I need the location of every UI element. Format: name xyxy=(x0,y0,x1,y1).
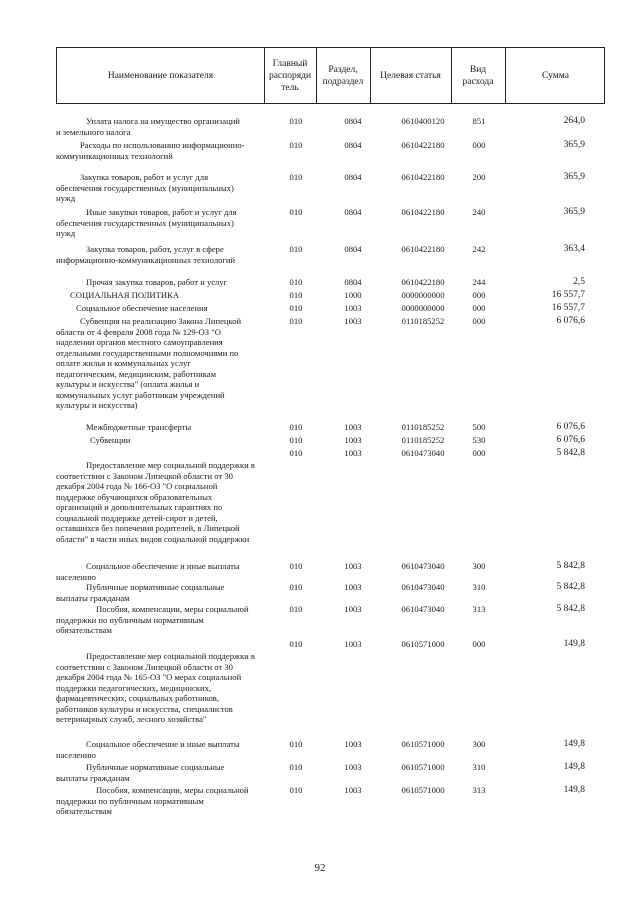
row-admin: 010 xyxy=(289,448,303,458)
row-target: 0610400120 xyxy=(401,116,445,126)
row-sum: 5 842,8 xyxy=(556,561,585,571)
row-sum: 16 557,7 xyxy=(551,290,585,300)
row-admin: 010 xyxy=(289,604,303,614)
row-sum: 5 842,8 xyxy=(556,582,585,592)
row-target: 0000000000 xyxy=(401,290,445,300)
row-type: 242 xyxy=(472,244,486,254)
row-name: Социальное обеспечение и иные выплаты населению xyxy=(56,739,240,760)
row-section: 0804 xyxy=(344,277,362,287)
row-type: 000 xyxy=(472,140,486,150)
row-section: 1003 xyxy=(344,448,362,458)
row-sum: 149,8 xyxy=(563,785,585,795)
row-section: 0804 xyxy=(344,172,362,182)
row-admin: 010 xyxy=(289,639,303,649)
row-name: Уплата налога на имущество организаций и земельного налога xyxy=(56,116,240,137)
row-type: 310 xyxy=(472,762,486,772)
row-target: 0110185252 xyxy=(401,316,445,326)
row-type: 000 xyxy=(472,290,486,300)
row-type: 500 xyxy=(472,422,486,432)
row-section: 1003 xyxy=(344,435,362,445)
row-section: 1003 xyxy=(344,739,362,749)
row-type: 244 xyxy=(472,277,486,287)
header-type: Вид расхода xyxy=(462,64,494,87)
row-section: 1003 xyxy=(344,639,362,649)
row-admin: 010 xyxy=(289,172,303,182)
row-sum: 6 076,6 xyxy=(556,316,585,326)
row-target: 0610422180 xyxy=(401,140,445,150)
row-type: 000 xyxy=(472,448,486,458)
row-sum: 149,8 xyxy=(563,739,585,749)
row-section: 1003 xyxy=(344,316,362,326)
table-header xyxy=(56,47,605,104)
row-name: Социальное обеспечение и иные выплаты населению xyxy=(56,561,240,582)
row-sum: 2,5 xyxy=(573,277,585,287)
row-type: 240 xyxy=(472,207,486,217)
row-section: 0804 xyxy=(344,244,362,254)
row-name: Прочая закупка товаров, работ и услуг xyxy=(86,277,228,287)
row-type: 300 xyxy=(472,561,486,571)
row-name: Публичные нормативные социальные выплаты гражданам xyxy=(56,762,225,783)
row-sum: 149,8 xyxy=(563,762,585,772)
row-sum: 6 076,6 xyxy=(556,422,585,432)
row-admin: 010 xyxy=(289,435,303,445)
row-section: 0804 xyxy=(344,207,362,217)
row-target: 0610571000 xyxy=(401,762,445,772)
row-name xyxy=(56,460,266,544)
row-admin: 010 xyxy=(289,277,303,287)
row-admin: 010 xyxy=(289,582,303,592)
row-sum: 5 842,8 xyxy=(556,604,585,614)
row-name: Субвенция на реализацию Закона Липецкой области от 4 февраля 2008 года № 129-ОЗ "О наделении органов местного самоуправления отдельными государственными полномочиями по оплате жилья и коммунальных услуг педагогическим, медицинским, работникам культуры и искусства" (оплата жилья и коммунальных услуг работникам учреждений культуры и искусства) xyxy=(56,316,242,410)
row-type: 000 xyxy=(472,316,486,326)
row-target: 0610473040 xyxy=(401,582,445,592)
row-type: 000 xyxy=(472,303,486,313)
row-admin: 010 xyxy=(289,303,303,313)
row-admin: 010 xyxy=(289,762,303,772)
row-target: 0610571000 xyxy=(401,739,445,749)
row-sum: 5 842,8 xyxy=(556,448,585,458)
row-section: 1000 xyxy=(344,290,362,300)
row-sum: 363,4 xyxy=(563,244,585,254)
row-name: Закупка товаров, работ, услуг в сфере информационно-коммуникационных технологий xyxy=(56,244,236,265)
row-target: 0610473040 xyxy=(401,604,445,614)
row-target: 0000000000 xyxy=(401,303,445,313)
row-target: 0610422180 xyxy=(401,244,445,254)
row-sum: 264,0 xyxy=(563,116,585,126)
row-name: Субвенции xyxy=(90,435,131,445)
header-name: Наименование показателя xyxy=(107,70,214,81)
row-admin: 010 xyxy=(289,785,303,795)
row-name: Межбюджетные трансферты xyxy=(86,422,192,432)
row-target: 0610422180 xyxy=(401,207,445,217)
row-sum: 16 557,7 xyxy=(551,303,585,313)
row-target: 0610473040 xyxy=(401,448,445,458)
row-target: 0110185252 xyxy=(401,422,445,432)
row-type: 200 xyxy=(472,172,486,182)
row-sum: 365,9 xyxy=(563,207,585,217)
row-name: Пособия, компенсации, меры социальной поддержки по публичным нормативным обязательствам xyxy=(56,785,249,816)
row-name: Публичные нормативные социальные выплаты гражданам xyxy=(56,582,225,603)
row-sum: 6 076,6 xyxy=(556,435,585,445)
row-admin: 010 xyxy=(289,140,303,150)
row-admin: 010 xyxy=(289,422,303,432)
row-target: 0610571000 xyxy=(401,785,445,795)
row-section: 1003 xyxy=(344,422,362,432)
row-section: 1003 xyxy=(344,604,362,614)
row-name: Социальное обеспечение населения xyxy=(76,303,208,313)
row-name: Закупка товаров, работ и услуг для обеспечения государственных (муниципальных) нужд xyxy=(56,172,234,203)
row-type: 313 xyxy=(472,604,486,614)
row-admin: 010 xyxy=(289,116,303,126)
row-name: Расходы по использованию информационно- коммуникационных технологий xyxy=(56,140,245,161)
row-type: 000 xyxy=(472,639,486,649)
row-admin: 010 xyxy=(289,561,303,571)
row-target: 0610422180 xyxy=(401,172,445,182)
row-section: 0804 xyxy=(344,116,362,126)
page-number: 92 xyxy=(314,862,326,874)
header-sum: Сумма xyxy=(542,70,569,81)
row-type: 851 xyxy=(472,116,486,126)
row-name: Пособия, компенсации, меры социальной поддержки по публичным нормативным обязательствам xyxy=(56,604,249,635)
row-target: 0610422180 xyxy=(401,277,445,287)
row-section: 1003 xyxy=(344,582,362,592)
row-sum: 365,9 xyxy=(563,140,585,150)
row-admin: 010 xyxy=(289,244,303,254)
header-section: Раздел, подраздел xyxy=(322,64,364,87)
row-section: 1003 xyxy=(344,303,362,313)
row-name: СОЦИАЛЬНАЯ ПОЛИТИКА xyxy=(70,290,180,300)
row-sum: 365,9 xyxy=(563,172,585,182)
row-section: 1003 xyxy=(344,785,362,795)
row-section: 0804 xyxy=(344,140,362,150)
row-section: 1003 xyxy=(344,762,362,772)
header-admin: Главный распоряди тель xyxy=(268,58,312,93)
row-name-text: Предоставление мер социальной поддержки в соответствии с Законом Липецкой области от 30 декабря 2004 года № 166-ОЗ "О социальной поддержке обучающихся образовательных организаций и дополнительных гарантиях по социальной поддержке детей-сирот и детей, оставшихся без попечения родителей, в Липецкой области" в части иных видов социальной поддержки xyxy=(56,460,255,544)
row-admin: 010 xyxy=(289,207,303,217)
row-type: 530 xyxy=(472,435,486,445)
row-name-text: Предоставление мер социальной поддержки в соответствии с Законом Липецкой области от 30 декабря 2004 года № 165-ОЗ "О мерах социальной поддержки педагогических, медицинских, фармацевтических, социальных работников, работников культуры и искусства, специалистов ветеринарных служб, лесного хозяйства" xyxy=(56,651,255,724)
row-target: 0610571000 xyxy=(401,639,445,649)
row-section: 1003 xyxy=(344,561,362,571)
row-target: 0110185252 xyxy=(401,435,445,445)
row-name xyxy=(56,651,266,725)
header-target: Целевая статья xyxy=(380,70,441,81)
row-target: 0610473040 xyxy=(401,561,445,571)
row-sum: 149,8 xyxy=(563,639,585,649)
row-name: Иные закупки товаров, работ и услуг для обеспечения государственных (муниципальных) нужд xyxy=(56,207,237,238)
row-type: 300 xyxy=(472,739,486,749)
row-admin: 010 xyxy=(289,290,303,300)
row-type: 313 xyxy=(472,785,486,795)
row-type: 310 xyxy=(472,582,486,592)
row-admin: 010 xyxy=(289,739,303,749)
row-admin: 010 xyxy=(289,316,303,326)
